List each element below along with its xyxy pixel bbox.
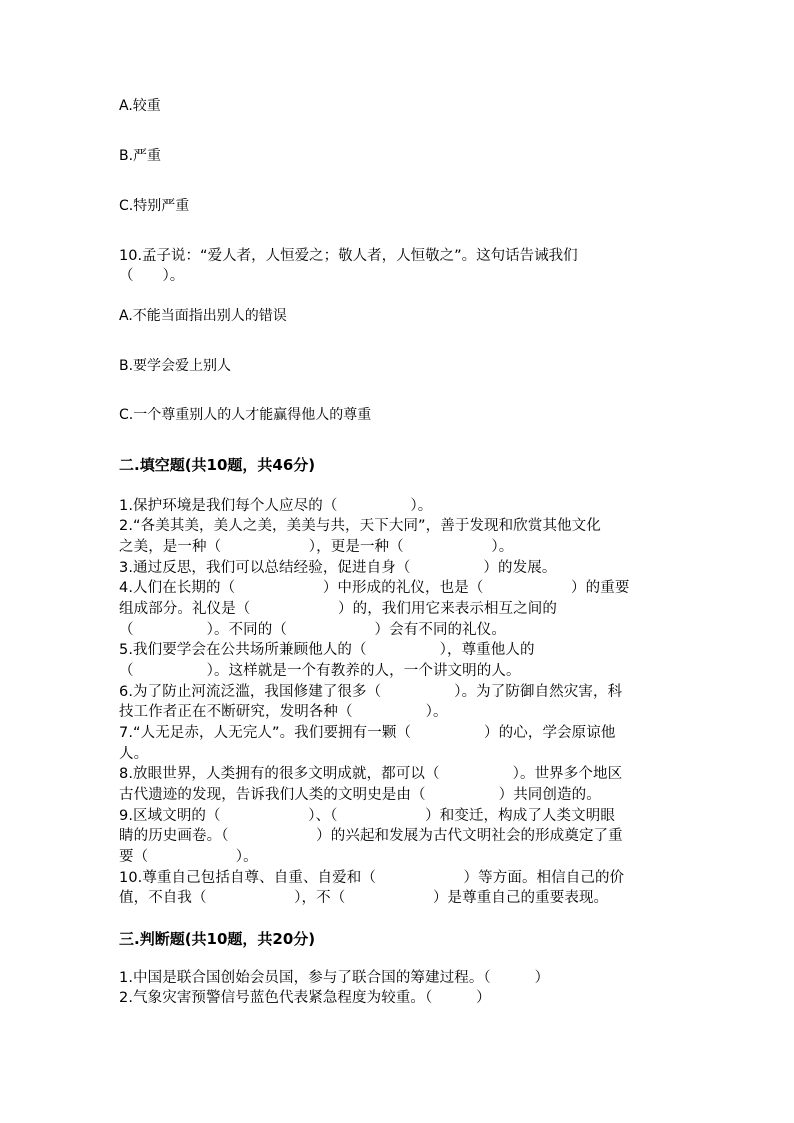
fill-line: 5.我们要学会在公共场所兼顾他人的（ ），尊重他人的 bbox=[119, 642, 535, 658]
section-heading-true-false: 三.判断题(共10题，共20分) bbox=[119, 930, 316, 948]
fill-line: 10.尊重自己包括自尊、自重、自爱和（ ）等方面。相信自己的价 bbox=[119, 870, 625, 886]
fill-line: 6.为了防止河流泛滥，我国修建了很多（ ）。为了防御自然灾害，科 bbox=[119, 684, 623, 700]
fill-line: 3.通过反思，我们可以总结经验，促进自身（ ）的发展。 bbox=[119, 560, 557, 576]
fill-line: 要（ ）。 bbox=[119, 849, 258, 865]
fill-line: 4.人们在长期的（ ）中形成的礼仪，也是（ ）的重要 bbox=[119, 580, 630, 596]
judge-line: 1.中国是联合国创始会员国，参与了联合国的筹建过程。（ ） bbox=[119, 970, 550, 986]
option-b: B.严重 bbox=[119, 148, 162, 164]
fill-line: 睛的历史画卷。（ ）的兴起和发展为古代文明社会的形成奠定了重 bbox=[119, 828, 623, 844]
fill-line: （ ）。这样就是一个有教养的人，一个讲文明的人。 bbox=[119, 663, 521, 679]
option-c: C.特别严重 bbox=[119, 198, 190, 214]
question-10-stem: 10.孟子说：“爱人者，人恒爱之；敬人者，人恒敬之”。这句话告诫我们 bbox=[119, 248, 578, 264]
fill-line: 1.保护环境是我们每个人应尽的（ ）。 bbox=[119, 498, 433, 514]
q10-option-a: A.不能当面指出别人的错误 bbox=[119, 308, 287, 324]
q10-option-c: C.一个尊重别人的人才能赢得他人的尊重 bbox=[119, 407, 372, 423]
fill-line: 古代遗迹的发现，告诉我们人类的文明史是由（ ）共同创造的。 bbox=[119, 787, 601, 803]
fill-line: 组成部分。礼仪是（ ）的，我们用它来表示相互之间的 bbox=[119, 601, 557, 617]
fill-line: 值，不自我（ ），不（ ）是尊重自己的重要表现。 bbox=[119, 890, 609, 906]
fill-line: 7.“人无足赤，人无完人”。我们要拥有一颗（ ）的心，学会原谅他 bbox=[119, 725, 616, 741]
fill-line: 8.放眼世界，人类拥有的很多文明成就，都可以（ ）。世界多个地区 bbox=[119, 766, 623, 782]
fill-line: 2.“各美其美，美人之美，美美与共，天下大同”，善于发现和欣赏其他文化 bbox=[119, 518, 601, 534]
judge-line: 2.气象灾害预警信号蓝色代表紧急程度为较重。（ ） bbox=[119, 990, 491, 1006]
fill-line: 人。 bbox=[119, 746, 149, 762]
question-10-stem-cont: （ ）。 bbox=[119, 268, 185, 284]
fill-line: （ ）。不同的（ ）会有不同的礼仪。 bbox=[119, 622, 506, 638]
fill-line: 技工作者正在不断研究，发明各种（ ）。 bbox=[119, 704, 448, 720]
q10-option-b: B.要学会爱上别人 bbox=[119, 358, 232, 374]
section-heading-fill-blank: 二.填空题(共10题，共46分) bbox=[119, 456, 316, 474]
option-a: A.较重 bbox=[119, 98, 161, 114]
fill-line: 9.区域文明的（ ）、（ ）和变迁，构成了人类文明眼 bbox=[119, 808, 615, 824]
fill-line: 之美，是一种（ ），更是一种（ ）。 bbox=[119, 539, 514, 555]
